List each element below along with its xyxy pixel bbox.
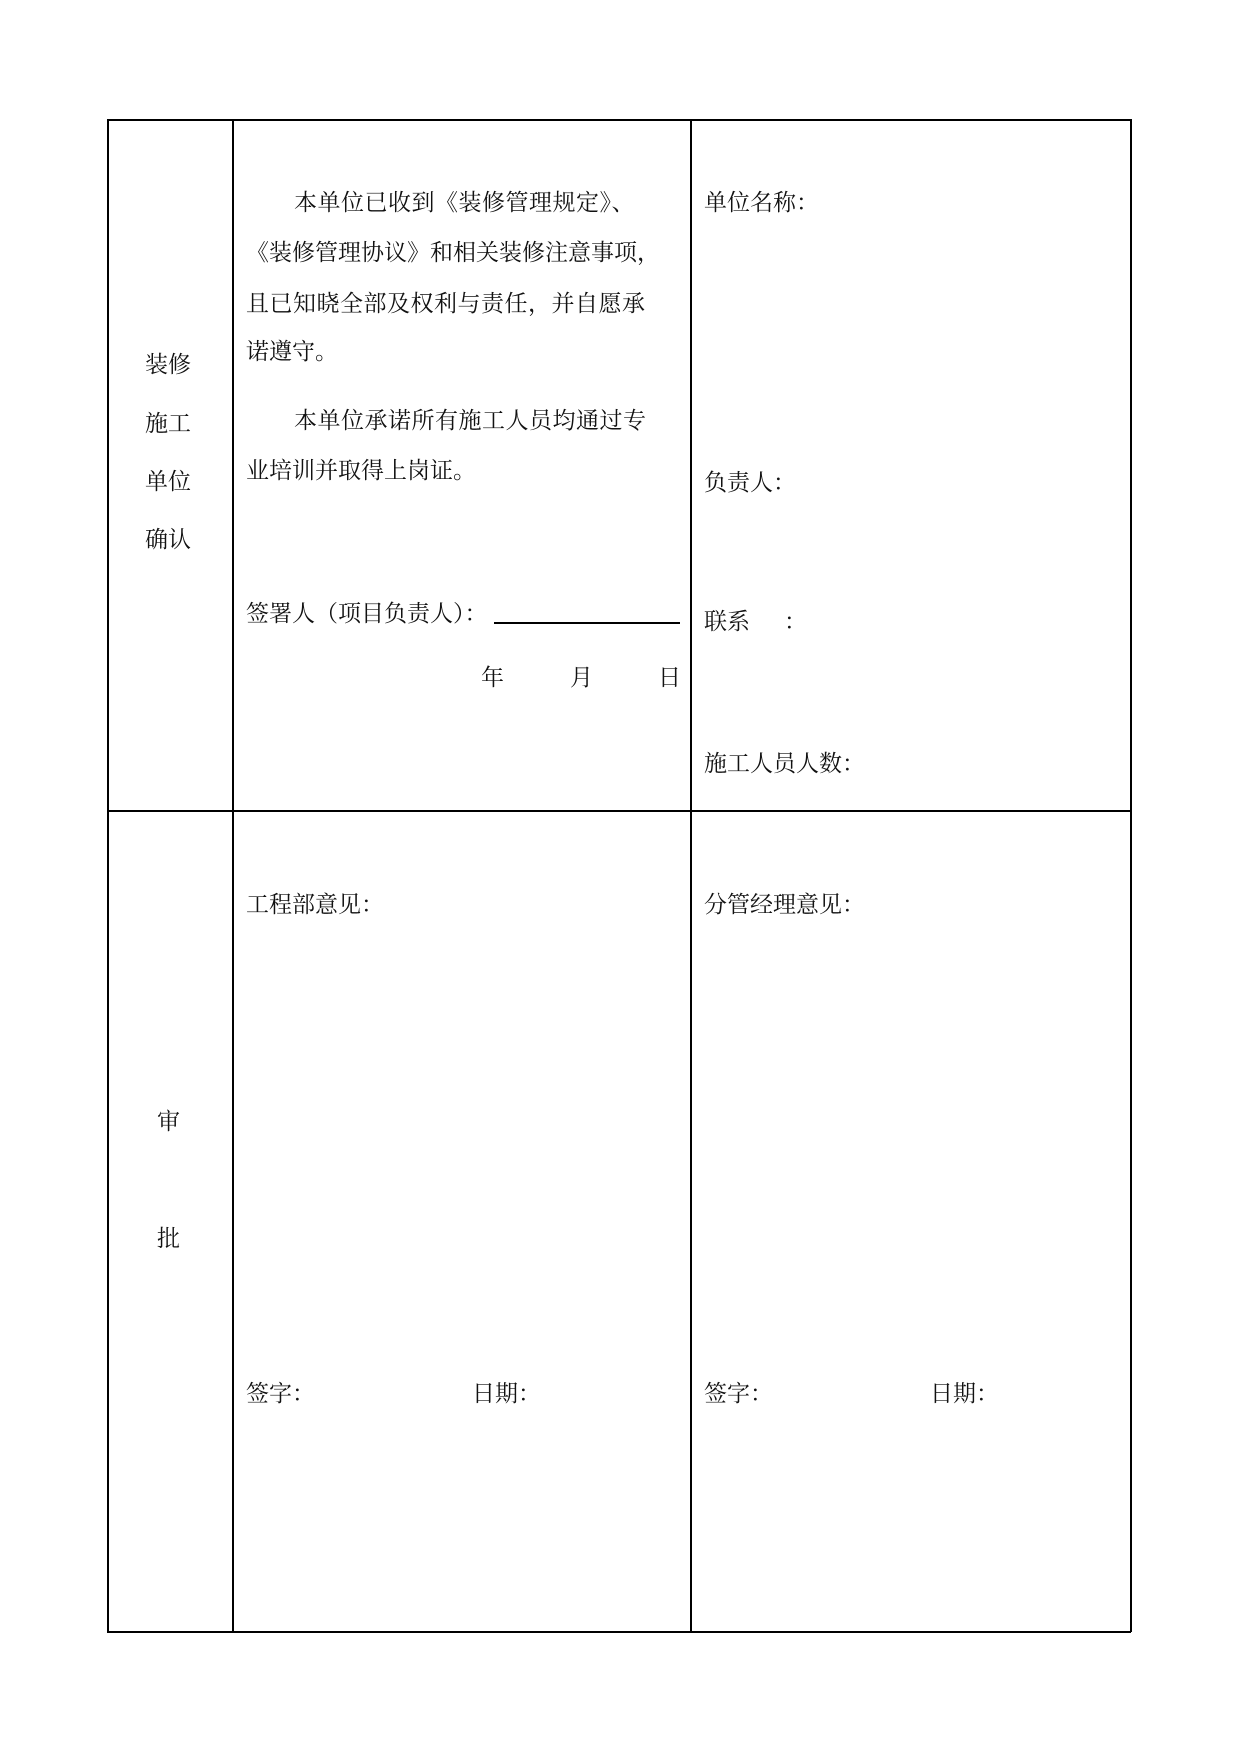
manager-opinion-label: 分管经理意见： [704,892,865,918]
date-year-label: 年 [481,665,504,691]
table-border-right [1130,119,1132,1632]
declaration-paragraph-1-line-4: 诺遵守。 [246,339,338,365]
declaration-paragraph-2-line-1: 本单位承诺所有施工人员均通过专 [294,408,647,434]
declaration-paragraph-1-line-3: 且已知晓全部及权利与责任，并自愿承 [246,291,646,317]
workers-count-label: 施工人员人数： [704,751,865,777]
table-border-left [107,119,109,1632]
manager-sign-label: 签字： [704,1381,773,1407]
section1-header-line-2: 施工 [145,411,191,437]
table-border-bottom [107,1631,1131,1633]
date-month-label: 月 [570,665,593,691]
contact-label: 联系 [704,609,750,635]
contact-colon: ： [784,609,807,635]
table-border-top [107,119,1131,121]
engineering-opinion-label: 工程部意见： [246,892,384,918]
signer-signature-line[interactable] [494,622,680,624]
section1-header-line-3: 单位 [145,469,191,495]
table-col-divider-2 [690,119,692,1632]
responsible-person-label: 负责人： [704,470,796,496]
declaration-paragraph-2-line-2: 业培训并取得上岗证。 [246,458,476,484]
date-day-label: 日 [658,665,681,691]
table-row-divider [107,810,1131,812]
signer-label: 签署人（项目负责人）： [246,601,488,627]
engineering-sign-label: 签字： [246,1381,315,1407]
section1-header-line-4: 确认 [145,527,191,553]
section2-header-line-2: 批 [157,1226,180,1252]
section1-header-line-1: 装修 [145,352,191,378]
unit-name-label: 单位名称： [704,190,819,216]
section2-header-line-1: 审 [157,1109,180,1135]
declaration-paragraph-1-line-1: 本单位已收到《装修管理规定》、 [294,190,635,216]
table-col-divider-1 [232,119,234,1632]
engineering-date-label: 日期： [472,1381,541,1407]
manager-date-label: 日期： [930,1381,999,1407]
declaration-paragraph-1-line-2: 《装修管理协议》和相关装修注意事项， [246,240,660,266]
